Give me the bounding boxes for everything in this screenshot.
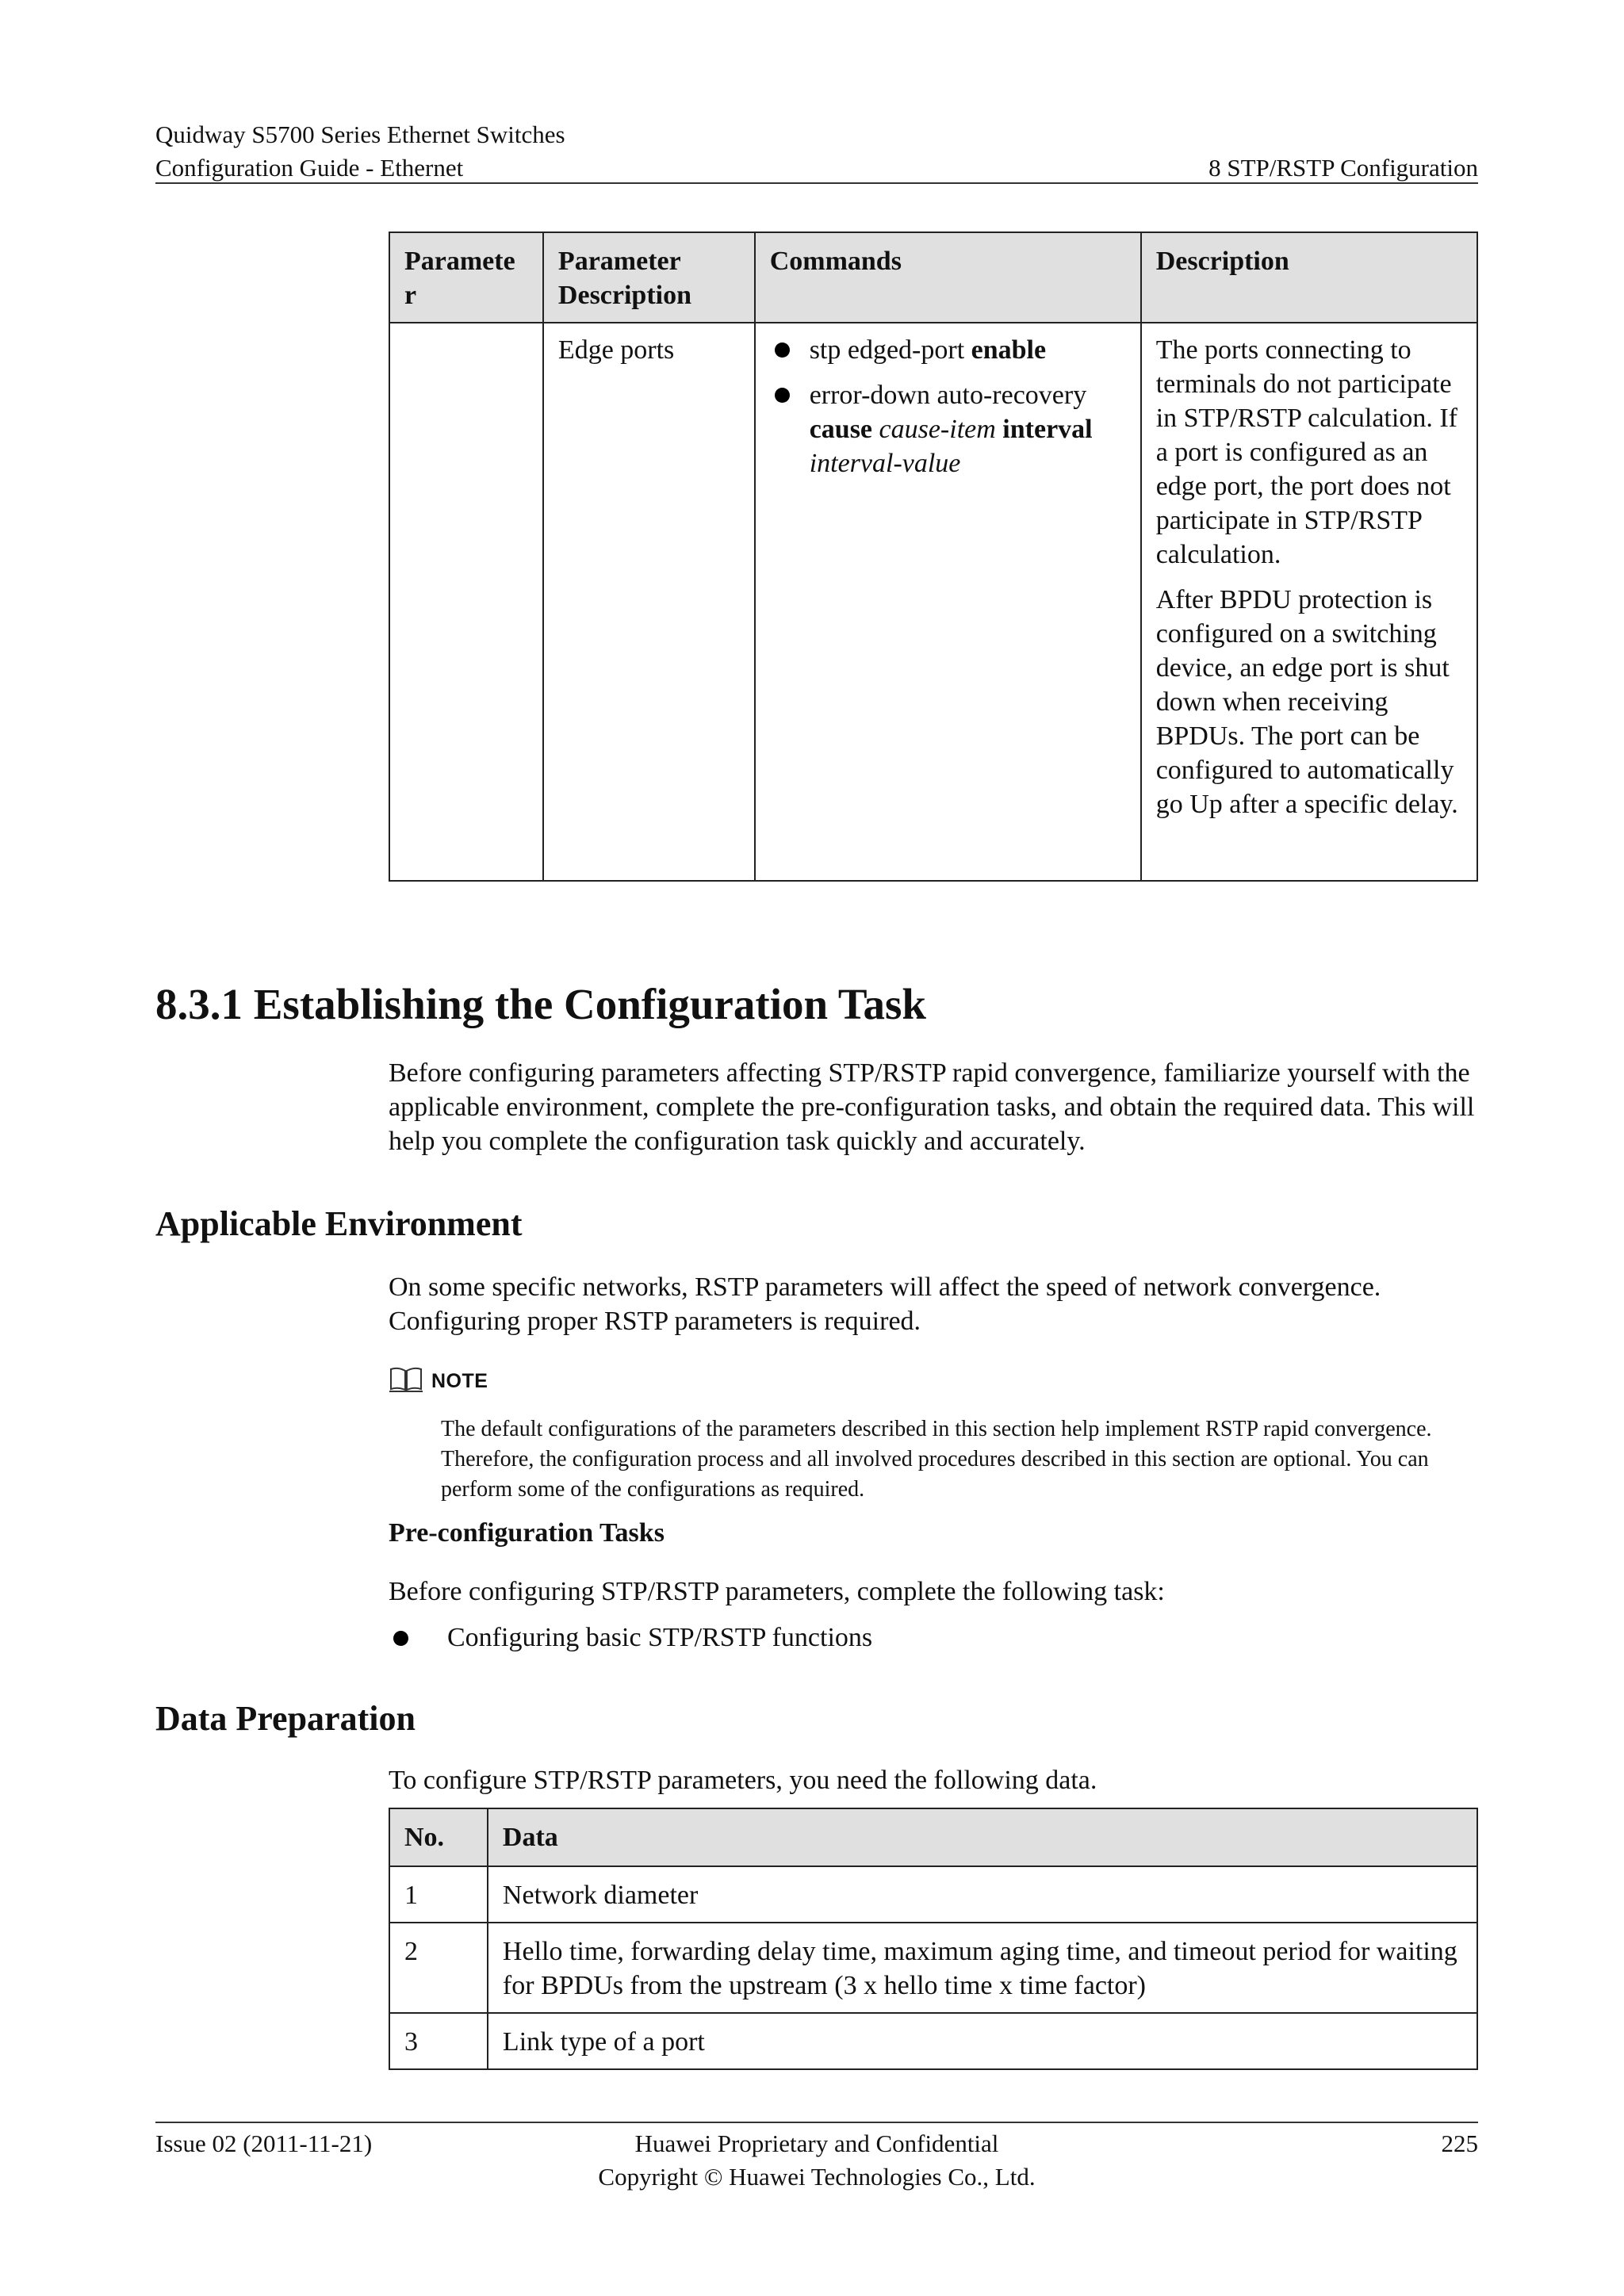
pre-configuration-heading: Pre-configuration Tasks [389, 1518, 665, 1548]
header-guide-title: Configuration Guide - Ethernet [155, 154, 464, 182]
parameter-table [389, 232, 1478, 882]
page-number: 225 [1441, 2130, 1478, 2157]
table-row [389, 323, 1477, 881]
cell-data: Network diameter [488, 1866, 1477, 1923]
section-intro: Before configuring parameters affecting STP/RSTP rapid convergence, familiarize yourself with the applicable environment, complete the pre-configuration tasks, and obtain the required data. This will help you complete the configuration task quickly and accurately. [389, 1058, 1475, 1156]
table-row [389, 2013, 1477, 2069]
cell-no: 1 [389, 1866, 488, 1923]
applicable-environment-text: On some specific networks, RSTP parameters will affect the speed of network convergence. Configuring proper RSTP parameters is required. [389, 1272, 1381, 1336]
note-label: NOTE [431, 1370, 488, 1392]
command-item [770, 333, 1128, 367]
table-header-row [389, 232, 1477, 323]
section-title: 8.3.1 Establishing the Configuration Task [155, 980, 926, 1028]
applicable-environment-heading: Applicable Environment [155, 1204, 523, 1243]
cell-description [1141, 323, 1477, 881]
footer-copyright: Copyright © Huawei Technologies Co., Ltd. [598, 2163, 1036, 2191]
command-keyword: interval [1002, 415, 1093, 444]
cell-data: Link type of a port [488, 2013, 1477, 2069]
description-paragraph: The ports connecting to terminals do not participate in STP/RSTP calculation. If a port is configured as an edge port, the port does not participate in STP/RSTP calculation. [1155, 335, 1457, 569]
cell-parameter-description: Edge ports [543, 323, 755, 881]
command-list [770, 333, 1128, 480]
data-preparation-text: To configure STP/RSTP parameters, you need the following data. [389, 1766, 1097, 1795]
footer-confidential: Huawei Proprietary and Confidential [634, 2130, 999, 2157]
bullet-icon [393, 1631, 408, 1646]
book-icon [389, 1365, 423, 1394]
data-preparation-heading: Data Preparation [155, 1699, 416, 1738]
column-header-commands: Commands [755, 232, 1141, 323]
command-argument: cause-item [879, 415, 996, 444]
cell-commands [755, 323, 1141, 881]
bullet-icon [775, 342, 790, 358]
command-text: stp edged-port [809, 335, 971, 365]
cell-parameter [389, 323, 543, 881]
cell-data: Hello time, forwarding delay time, maximum aging time, and timeout period for waiting for BPDUs from the upstream (3 x hello time x time factor) [488, 1923, 1477, 2013]
footer-issue: Issue 02 (2011-11-21) [155, 2130, 373, 2157]
pre-configuration-text: Before configuring STP/RSTP parameters, complete the following task: [389, 1577, 1165, 1606]
table-row [389, 1923, 1477, 2013]
table-row [389, 1866, 1477, 1923]
command-keyword: cause [809, 415, 873, 444]
command-text: error-down auto-recovery [809, 381, 1087, 410]
column-header-data: Data [488, 1808, 1477, 1866]
column-header-description: Description [1141, 232, 1477, 323]
footer-rule [155, 2122, 1478, 2123]
note-text: The default configurations of the parameters described in this section help implement RSTP rapid convergence. Therefore, the configuration process and all involved procedures described in this section are optional. You can perform some of the configurations as required. [441, 1417, 1432, 1502]
description-paragraph: After BPDU protection is configured on a switching device, an edge port is shut down when receiving BPDUs. The port can be configured to automatically go Up after a specific delay. [1155, 585, 1458, 819]
data-table [389, 1808, 1478, 2070]
column-header-parameter: Paramete r [389, 232, 543, 323]
command-item [770, 378, 1128, 480]
cell-no: 3 [389, 2013, 488, 2069]
command-keyword: enable [971, 335, 1047, 365]
table-header-row [389, 1808, 1477, 1866]
header-doc-title: Quidway S5700 Series Ethernet Switches [155, 121, 565, 148]
header-chapter: 8 STP/RSTP Configuration [1208, 154, 1478, 182]
column-header-parameter-description: Parameter Description [543, 232, 755, 323]
pre-configuration-item: Configuring basic STP/RSTP functions [447, 1623, 873, 1652]
command-argument: interval-value [809, 449, 961, 478]
cell-no: 2 [389, 1923, 488, 2013]
column-header-no: No. [389, 1808, 488, 1866]
header-rule [155, 182, 1478, 184]
bullet-icon [775, 388, 790, 403]
